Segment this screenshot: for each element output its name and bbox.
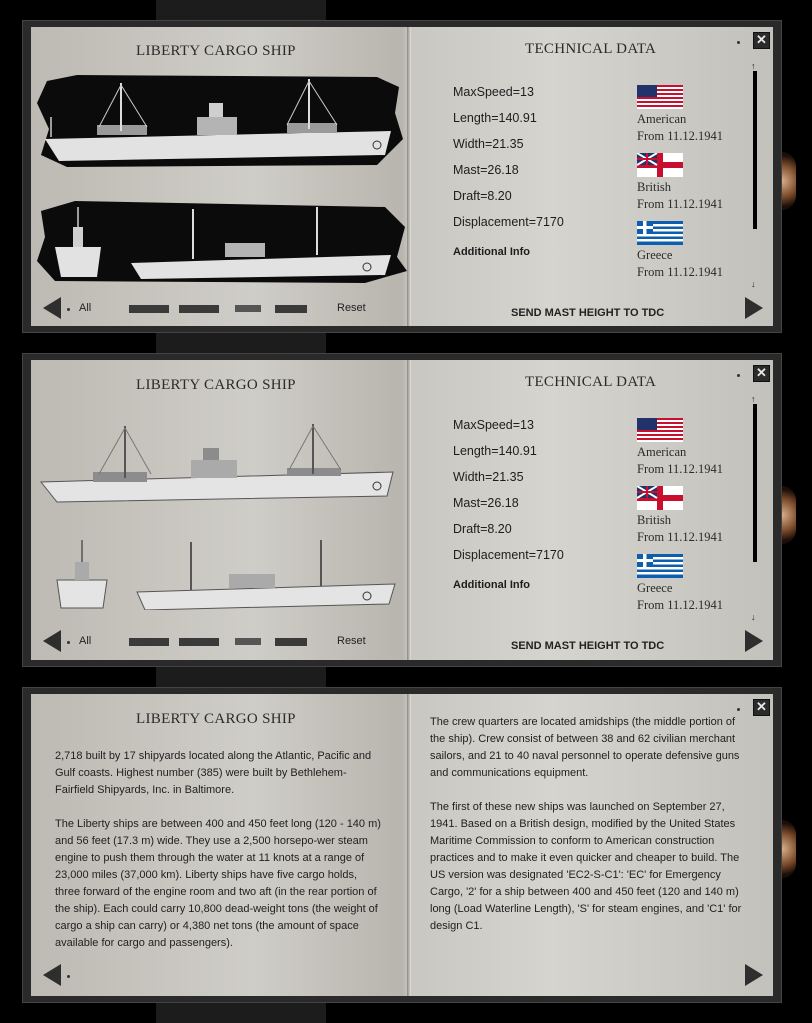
scroll-down-icon[interactable]: ↓: [751, 279, 756, 289]
us-flag-icon: [637, 85, 683, 109]
spec-mast: Mast=26.18: [453, 163, 519, 177]
top-strip: [156, 0, 326, 20]
ship-type-filter-2[interactable]: [179, 305, 219, 313]
book-page-2: [31, 360, 773, 660]
next-arrow-icon[interactable]: [745, 964, 763, 986]
next-arrow-icon[interactable]: [745, 630, 763, 652]
decor-dot: [67, 308, 70, 311]
additional-info-link[interactable]: Additional Info: [453, 579, 530, 591]
nation-name: American: [637, 445, 687, 459]
filter-all-button[interactable]: All: [79, 635, 92, 647]
nation-greece: [637, 221, 723, 281]
decor-dot: [67, 975, 70, 978]
spec-max-speed: MaxSpeed=13: [453, 418, 534, 432]
ship-type-filter-4[interactable]: [275, 638, 307, 646]
book-spine: [407, 360, 411, 660]
nation-british: [637, 486, 723, 546]
ship-profile-image: [37, 424, 405, 504]
nation-american: [637, 418, 723, 478]
info-paragraph: The crew quarters are located amidships (the middle portion of the ship). Crew consist of between 38 and 62 civilian merchant sailors, and 21 to 40 naval personnel to operate defensive guns and communications equipment.: [430, 716, 740, 779]
spec-draft: Draft=8.20: [453, 189, 512, 203]
nation-name: Greece: [637, 581, 673, 595]
nation-date: From 11.12.1941: [637, 265, 723, 279]
info-panel: [22, 687, 782, 1003]
filter-all-button[interactable]: All: [79, 302, 92, 314]
greece-flag-icon: [637, 554, 683, 578]
scrollbar[interactable]: [753, 71, 757, 229]
ship-bow-and-side-image: [41, 540, 407, 610]
british-ensign-icon: [637, 486, 683, 510]
send-mast-height-button[interactable]: SEND MAST HEIGHT TO TDC: [511, 640, 665, 652]
nation-name: Greece: [637, 248, 673, 262]
info-text-left: [55, 748, 385, 969]
ship-type-filter-3[interactable]: [235, 305, 261, 312]
close-icon[interactable]: ✕: [753, 699, 770, 716]
spec-draft: Draft=8.20: [453, 522, 512, 536]
close-icon[interactable]: ✕: [753, 32, 770, 49]
nation-american: [637, 85, 723, 145]
book-page-3: [31, 694, 773, 996]
side-tab-2[interactable]: [782, 486, 796, 544]
us-flag-icon: [637, 418, 683, 442]
scroll-down-icon[interactable]: ↓: [751, 612, 756, 622]
scroll-up-icon[interactable]: ↑: [751, 394, 756, 404]
info-paragraph: The first of these new ships was launched on September 27, 1941. Based on a British design, modified by the United States Maritime Commission to conform to American construction practices and to make it even quicker and cheaper to build. The US version was designated 'EC2-S-C1': 'EC' for Emergency Cargo, '2' for a ship between 400 and 450 feet (120 and 140 m) long (Load Waterline Length), 'S' for steam engines, and 'C1' for design C1.: [430, 801, 742, 932]
book-page-1: [31, 27, 773, 326]
technical-data-title: TECHNICAL DATA: [525, 374, 657, 390]
book-spine: [407, 27, 411, 326]
ship-title: LIBERTY CARGO SHIP: [136, 711, 296, 727]
ship-title: LIBERTY CARGO SHIP: [136, 43, 296, 59]
spec-displacement: Displacement=7170: [453, 215, 564, 229]
nation-date: From 11.12.1941: [637, 530, 723, 544]
spec-width: Width=21.35: [453, 470, 524, 484]
nation-date: From 11.12.1941: [637, 598, 723, 612]
spec-length: Length=140.91: [453, 111, 537, 125]
ship-title: LIBERTY CARGO SHIP: [136, 377, 296, 393]
spec-width: Width=21.35: [453, 137, 524, 151]
info-paragraph: 2,718 built by 17 shipyards located along the Atlantic, Pacific and Gulf coasts. Highest number (385) were built by Bethlehem-Fairfield Shipyards, Inc. in Baltimore.: [55, 750, 372, 796]
spec-displacement: Displacement=7170: [453, 548, 564, 562]
greece-flag-icon: [637, 221, 683, 245]
spec-max-speed: MaxSpeed=13: [453, 85, 534, 99]
nation-date: From 11.12.1941: [637, 129, 723, 143]
prev-arrow-icon[interactable]: [43, 964, 61, 986]
nation-date: From 11.12.1941: [637, 462, 723, 476]
prev-arrow-icon[interactable]: [43, 630, 61, 652]
decor-dot: [67, 641, 70, 644]
next-arrow-icon[interactable]: [745, 297, 763, 319]
additional-info-link[interactable]: Additional Info: [453, 246, 530, 258]
nation-name: American: [637, 112, 687, 126]
nation-name: British: [637, 180, 672, 194]
recognition-panel-1: [22, 20, 782, 333]
ship-type-filter-2[interactable]: [179, 638, 219, 646]
mid-strip-1: [156, 333, 326, 353]
ship-type-filter-3[interactable]: [235, 638, 261, 645]
ship-bow-and-side-image: [35, 197, 407, 285]
british-ensign-icon: [637, 153, 683, 177]
ship-type-filter-1[interactable]: [129, 638, 169, 646]
ship-profile-image: [37, 73, 405, 169]
recognition-panel-2: [22, 353, 782, 667]
nation-british: [637, 153, 723, 213]
reset-button[interactable]: Reset: [337, 635, 366, 647]
spec-mast: Mast=26.18: [453, 496, 519, 510]
info-text-right: [430, 714, 742, 952]
spec-length: Length=140.91: [453, 444, 537, 458]
scroll-up-icon[interactable]: ↑: [751, 61, 756, 71]
side-tab-3[interactable]: [782, 820, 796, 878]
technical-data-title: TECHNICAL DATA: [525, 41, 657, 57]
nation-greece: [637, 554, 723, 614]
decor-dot: [737, 708, 740, 711]
nation-name: British: [637, 513, 672, 527]
book-spine: [407, 694, 411, 996]
reset-button[interactable]: Reset: [337, 302, 366, 314]
mid-strip-2: [156, 667, 326, 687]
decor-dot: [737, 41, 740, 44]
ship-type-filter-4[interactable]: [275, 305, 307, 313]
info-paragraph: The Liberty ships are between 400 and 450 feet long (120 - 140 m) and 56 feet (17.3 m) wide. They use a 2,500 horsepo-wer steam engine to push them through the water at 11 knots at a range of 23,000 miles (37,000 km). Liberty ships have five cargo holds, three forward of the engine room and two aft (in the rear portion of the ship). Each could carry 10,800 dead-weight tons (the weight of cargo a ship can carry) or 4,380 net tons (the amount of space available for cargo and passengers).: [55, 818, 381, 949]
nation-date: From 11.12.1941: [637, 197, 723, 211]
side-tab-1[interactable]: [782, 152, 796, 210]
scrollbar[interactable]: [753, 404, 757, 562]
close-icon[interactable]: ✕: [753, 365, 770, 382]
send-mast-height-button[interactable]: SEND MAST HEIGHT TO TDC: [511, 307, 665, 319]
prev-arrow-icon[interactable]: [43, 297, 61, 319]
bottom-strip: [156, 1003, 326, 1023]
decor-dot: [737, 374, 740, 377]
ship-type-filter-1[interactable]: [129, 305, 169, 313]
